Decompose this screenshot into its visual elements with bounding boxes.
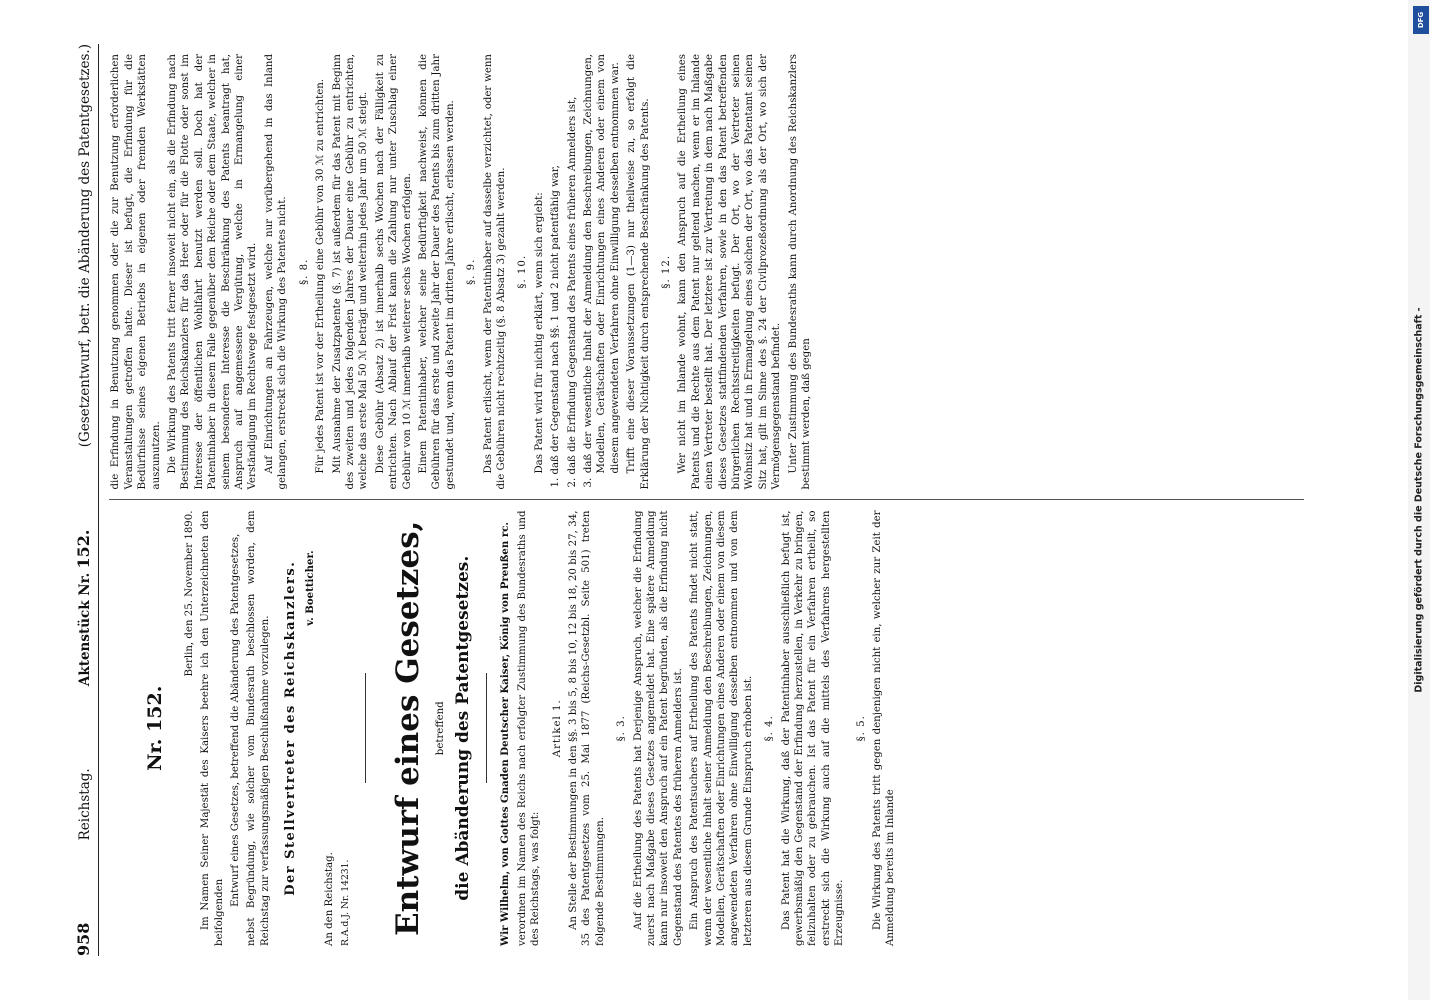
section-10-heading: §. 10. [517,254,529,289]
section-4-paragraph-1: Das Patent hat die Wirkung, daß der Patentinhaber ausschließlich befugt ist, gewerbsmäßig den Gegenstand der Erfindung herzustellen, in Verkehr zu bringen, feilzuhalten oder zu gebrauchen. Ist das Patent für ein Verfahren ertheilt, so erstreckt sich die Wirkung auch auf die mittels des Verfahrens hergestellten Erzeugnisse. [780,510,846,946]
dfg-logo-text: DFG [1417,11,1425,29]
preamble-continuation: verordnen im Namen des Reichs nach erfolgter Zustimmung des Bundesraths und des Reichstags, was folgt: [516,510,542,946]
publication-name: Reichstag. [77,768,93,841]
digitization-credit: Digitalisierung gefördert durch die Deutsche Forschungsgemeinschaft - [1413,307,1425,693]
addressee: An den Reichstag. [324,852,336,946]
section-divider [365,673,366,783]
draft-title-inline: Entwurf eines Gesetzes, betreffend die Abänderung des Patentgesetzes, [230,533,242,907]
document-label [74,529,93,687]
law-betreffend: betreffend [434,701,446,756]
section-9-heading: §. 9. [466,258,478,285]
section-5-heading: §. 5. [855,715,867,742]
article-heading: Artikel 1. [551,699,563,758]
section-9-paragraph-1: Das Patent erlischt, wenn der Patentinhaber auf dasselbe verzichtet, oder wenn die Gebühren nicht rechtzeitig (§. 8 Absatz 3) gezahlt werden. [482,54,507,490]
digitization-credit-bar [1408,0,1430,1000]
page-number: 958 [74,922,93,956]
document-page [51,10,1381,990]
doc-label: Aktenstück Nr. [77,572,93,687]
continued-paragraph: die Erfindung in Benutzung genommen oder die zur Benutzung erforderlichen Veranstaltungen getroffen hatte. Dieser ist befugt, die Erfindung für die Bedürfnisse seines eigenen Betriebs in eigenen oder fremden Werkstätten auszunutzen. [110,54,162,490]
section-8-paragraph-2: Mit Ausnahme der Zusatzpatente (§. 7) ist außerdem für das Patent mit Beginn des zweiten und jedes folgenden Jahres der Dauer eine Gebühr zu entrichten, welche das erste Mal 50 ℳ beträgt und weiterhin jedes Jahr um 50 ℳ steigt. [331,54,370,490]
section-4-heading: §. 4. [764,715,776,742]
preamble: Wir Wilhelm, von Gottes Gnaden Deutscher Kaiser, König von Preußen rc. [499,522,512,946]
column-rule [109,500,1304,501]
law-subject: die Abänderung des Patentgesetzes. [453,555,474,901]
section-12-paragraph-2: Unter Zustimmung des Bundesraths kann durch Anordnung des Reichskanzlers bestimmt werden, daß gegen [787,54,813,490]
intro-paragraph: Im Namen Seiner Majestät des Kaisers beehre ich den Unterzeichneten den beifolgenden [200,510,225,946]
section-8-paragraph-4: Einem Patentinhaber, welcher seine Bedürftigkeit nachweist, können die Gebühren für das erste und zweite Jahr der Dauer des Patents bis zum dritten Jahr gestundet und, wenn das Patent im dritten Jahre erlischt, erlassen werden. [417,54,456,490]
section-10-paragraph-1: Das Patent wird für nichtig erklärt, wenn sich ergiebt: [533,192,545,474]
submission-paragraph: nebst Begründung, wie solcher vom Bundesrath beschlossen worden, dem Reichstag zur verfassungsmäßigen Beschlußnahme vorzulegen. [246,510,271,946]
left-column [109,501,1304,957]
running-head [74,44,99,956]
section-8-paragraph-1: Für jedes Patent ist vor der Ertheilung eine Gebühr von 30 ℳ zu entrichten. [315,78,327,474]
section-3-paragraph-2: Ein Anspruch des Patentsuchers auf Ertheilung des Patents findet nicht statt, wenn der wesentliche Inhalt seiner Anmeldung den Beschreibungen, Zeichnungen, Modellen, Gerätschaften oder Einrichtungen eines Anderen oder einem von diesem angewendeten Verfahren ohne Einwilligung desselben entnommen und von dem letzteren aus diesem Grunde Einspruch erhoben ist. [689,510,754,946]
section-8-heading: §. 8. [298,258,310,285]
columns [109,44,1304,956]
section-12-paragraph-1: Wer nicht im Inlande wohnt, kann den Anspruch auf die Ertheilung eines Patents und die Rechte aus dem Patent nur geltend machen, wenn er im Inlande einen Vertreter bestellt hat. Der letztere ist zur Vertretung in dem nach Maßgabe dieses Gesetzes stattfindenden Verfahren, sowie in den das Patent betreffenden bürgerlichen Rechtsstreitigkeiten befugt. Der Ort, wo der Vertreter seinen Wohnsitz hat und in Ermangelung eines solchen der Ort, wo das Patentamt seinen Sitz hat, gilt im Sinne des §. 24 der Civilprozeßordnung als der Ort, wo sich der Vermögensgegenstand befindet. [677,54,783,490]
section-5-paragraph-1: Die Wirkung des Patents tritt gegen denjenigen nicht ein, welcher zur Zeit der Anmeldung bereits im Inlande [872,510,897,946]
article-text: An Stelle der Bestimmungen in den §§. 3 bis 5, 8 bis 10, 12 bis 18, 20 bis 27, 34, 35 des Patentgesetzes vom 25. Mai 1877 (Reichs-Gesetzbl. Seite 501) treten folgende Bestimmungen. [567,510,606,946]
date-line: Berlin, den 25. November 1890. [183,510,195,677]
document-number-title: Nr. 152. [144,685,167,771]
section-12-heading: §. 12. [661,254,673,289]
reference-number: R.A.d.J. Nr. 14231. [340,859,352,946]
section-8-paragraph-3: Diese Gebühr (Absatz 2) ist innerhalb sechs Wochen nach der Fälligkeit zu entrichten. Nach Ablauf der Frist kann die Zahlung nur unter Zuschlag einer Gebühr von 10 ℳ innerhalb weiterer sechs Wochen erfolgen. [374,54,413,490]
section-3-heading: §. 3. [616,715,628,742]
signer-title: Der Stellvertreter des Reichskanzlers. [283,560,299,896]
section-10-paragraph-2: Trifft eine dieser Voraussetzungen (1—3) nur theilweise zu, so erfolgt die Erklärung der Nichtigkeit durch entsprechende Beschränkung des Patents. [626,54,651,490]
section-10-item-1: 1. daß der Gegenstand nach §§. 1 und 2 nicht patentfähig war, [550,165,562,488]
section-10-item-3: 3. daß der wesentliche Inhalt der Anmeldung den Beschreibungen, Zeichnungen, Modellen, Gerätschaften oder Einrichtungen eines Anderen oder einem von diesem angewendeten Verfahren ohne Einwilligung desselben entnommen war. [583,54,621,488]
right-column [109,44,1304,500]
section-10-item-2: 2. daß die Erfindung Gegenstand des Patents eines früheren Anmelders ist, [566,96,578,488]
dfg-logo [1413,6,1429,34]
law-title: Entwurf eines Gesetzes, [389,520,426,936]
effect-paragraph: Die Wirkung des Patents tritt ferner insoweit nicht ein, als die Erfindung nach Bestimmung des Reichskanzlers für das Heer oder für die Flotte oder sonst im Interesse der öffentlichen Wohlfahrt benutzt werden soll. Doch hat der Patentinhaber in diesem Falle gegenüber dem Reiche oder dem Staate, welcher in seinem besonderen Interesse die Beschränkung des Patents beantragt hat, Anspruch auf angemessene Vergütung, welche in Ermangelung einer Verständigung im Rechtswege festgesetzt wird. [167,54,259,490]
vehicles-paragraph: Auf Einrichtungen an Fahrzeugen, welche nur vorübergehend in das Inland gelangen, erstreckt sich die Wirkung des Patentes nicht. [263,54,289,490]
section-3-paragraph-1: Auf die Ertheilung des Patents hat Derjenige Anspruch, welcher die Erfindung zuerst nach Maßgabe dieses Gesetzes angemeldet hat. Eine spätere Anmeldung kann nur insoweit den Anspruch auf ein Patent begründen, als die Erfindung nicht Gegenstand des Patentes des früheren Anmelders ist. [632,510,684,946]
doc-number: 152. [74,529,93,569]
signer-name: v. Boetticher. [303,550,316,626]
doc-subject: (Gesetzentwurf, betr. die Abänderung des Patentgesetzes.) [77,44,93,448]
section-divider [486,673,487,783]
